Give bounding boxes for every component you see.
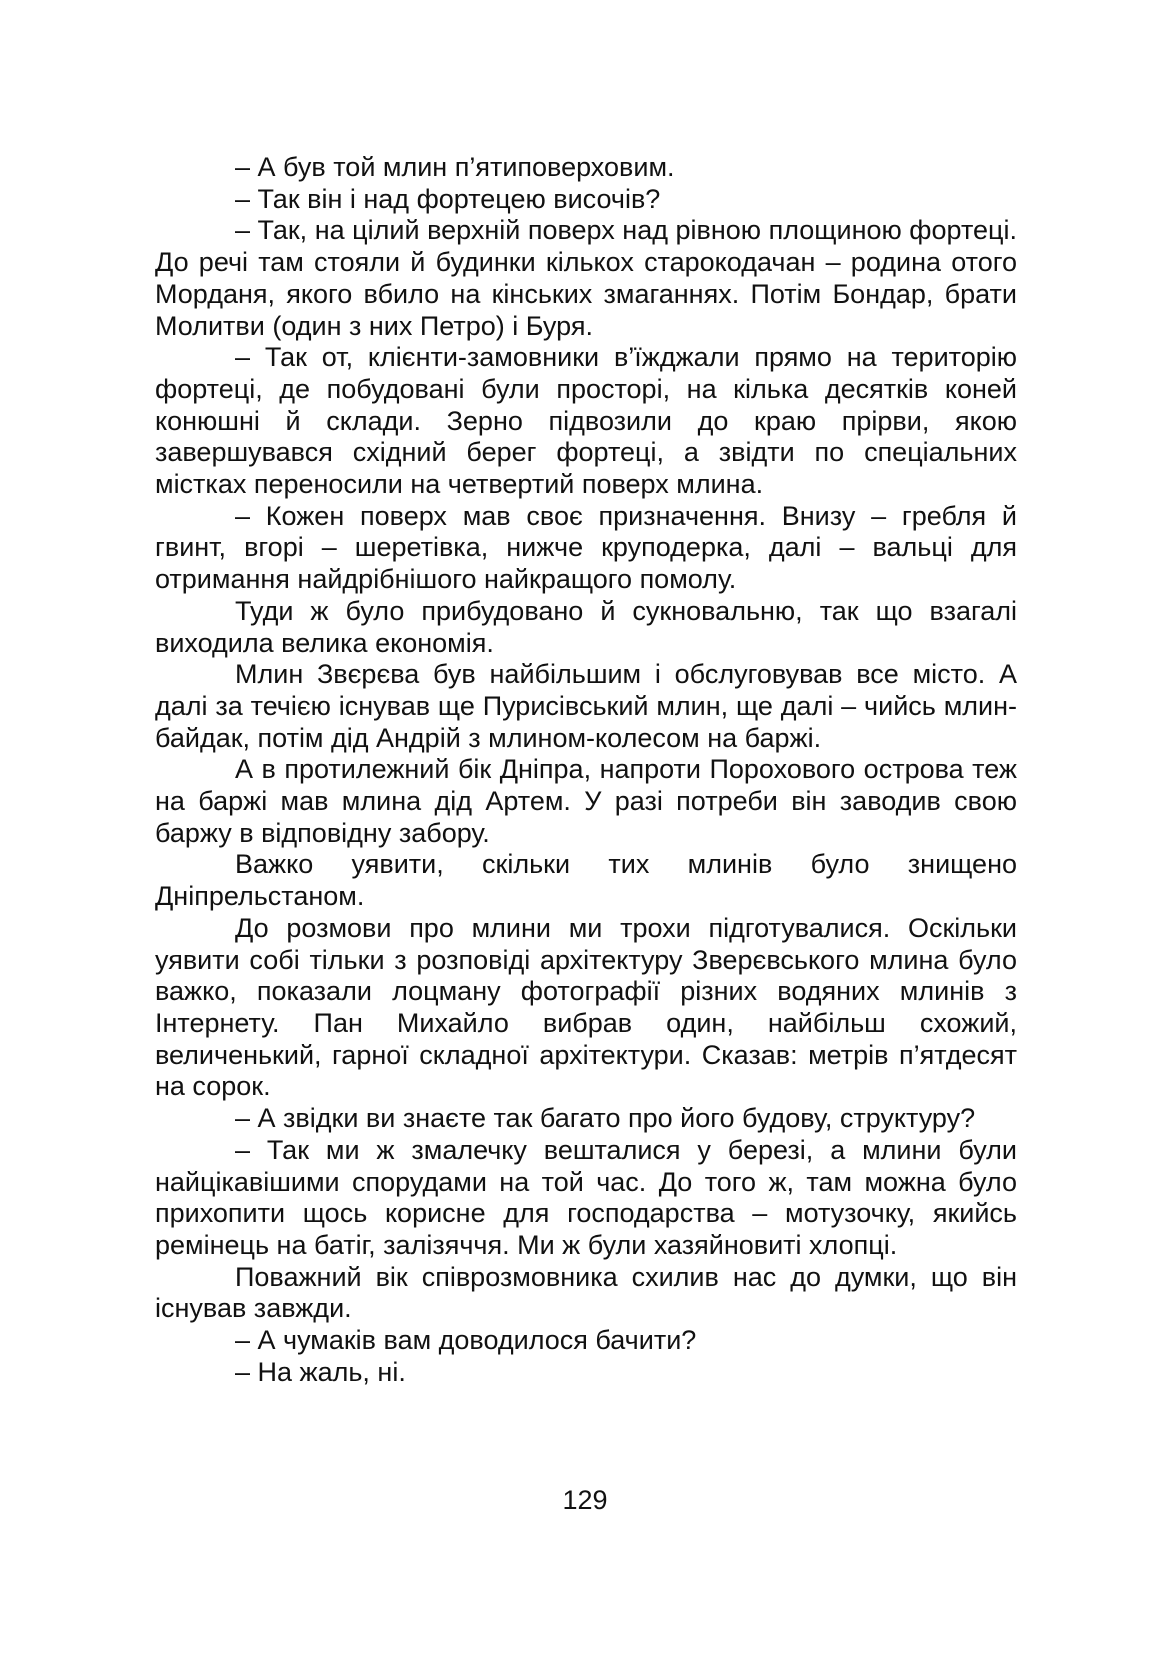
paragraph: – На жаль, ні. bbox=[235, 1356, 406, 1387]
body-text bbox=[155, 152, 1017, 1388]
paragraph: – А був той млин п’ятиповерховим. bbox=[235, 152, 675, 182]
paragraph: Важко уявити, скільки тих млинів було знищено Дніпрельстаном. bbox=[155, 849, 1017, 912]
paragraph: – Так він і над фортецею височів? bbox=[235, 183, 661, 214]
paragraph: Поважний вік співрозмовника схилив нас до думки, що він існував завжди. bbox=[155, 1261, 1017, 1324]
paragraph: – Так от, клієнти-замовники в’їжджали прямо на територію фортеці, де побудовані були просторі, на кілька десятків коней конюшні й склади. Зерно підвозили до краю прірви, якою завершувався східний берег фортеці, а звідти по спеціальних містках переносили на четвертий поверх млина. bbox=[155, 342, 1017, 500]
paragraph: – Так, на цілий верхній поверх над рівною площиною фортеці. До речі там стояли й будинки кількох старокодачан – родина отого Морданя, якого вбило на кінських змаганнях. Потім Бондар, брати Молитви (один з них Петро) і Буря. bbox=[155, 215, 1017, 341]
paragraph: А в протилежний бік Дніпра, напроти Порохового острова теж на баржі мав млина дід Артем. У разі потреби він заводив свою баржу в відповідну забору. bbox=[155, 754, 1017, 848]
paragraph: Млин Звєрєва був найбільшим і обслуговував все місто. А далі за течією існував ще Пурисівський млин, ще далі – чийсь млин-байдак, потім дід Андрій з млином-колесом на баржі. bbox=[155, 659, 1017, 753]
paragraph: – А чумаків вам доводилося бачити? bbox=[235, 1325, 697, 1356]
paragraph: До розмови про млини ми трохи підготувалися. Оскільки уявити собі тільки з розповіді архітектуру Зверєвського млина було важко, показали лоцману фотографії різних водяних млинів з Інтернету. Пан Михайло вибрав один, найбільш схожий, величенький, гарної складної архітектури. Сказав: метрів п’ятдесят на сорок. bbox=[155, 912, 1017, 1102]
paragraph: Туди ж було прибудовано й сукновальню, так що взагалі виходила велика економія. bbox=[155, 595, 1017, 658]
paragraph: – Кожен поверх мав своє призначення. Внизу – гребля й гвинт, вгорі – шеретівка, нижче круподерка, далі – вальці для отримання найдрібнішого найкращого помолу. bbox=[155, 500, 1017, 595]
paragraph: – Так ми ж змалечку вешталися у березі, а млини були найцікавішими спорудами на той час. До того ж, там можна було прихопити щось корисне для господарства – мотузочку, якийсь ремінець на батіг, залізяччя. Ми ж були хазяйновиті хлопці. bbox=[155, 1134, 1017, 1260]
page-number: 129 bbox=[562, 1485, 608, 1515]
paragraph: – А звідки ви знаєте так багато про його будову, структуру? bbox=[235, 1103, 976, 1134]
